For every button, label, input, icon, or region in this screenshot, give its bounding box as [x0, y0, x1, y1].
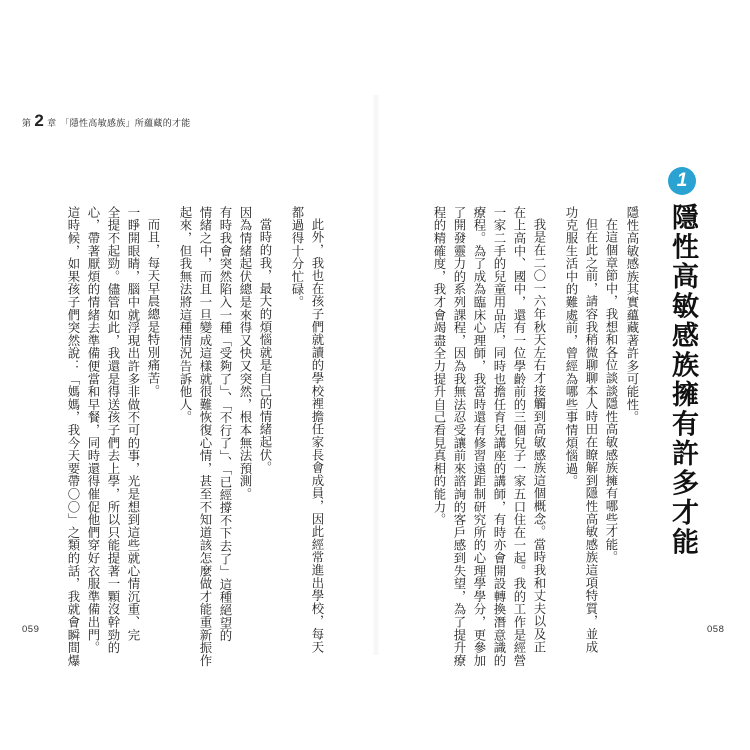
chapter-number: 2	[34, 111, 45, 130]
running-head	[22, 112, 191, 129]
body-line: 有時我會突然陷入一種「受夠了」、「不行了」、「已經撐不下去了」這種絕望的	[218, 206, 233, 642]
chapter-title: 「隱性高敏感族」所蘊藏的才能	[60, 119, 191, 129]
body-line: 因為情緒起伏總是來得又快又突然，根本無法預測。	[238, 206, 253, 501]
body-line: 一睜開眼睛，腦中就浮現出許多非做不可的事，光是想到這些就心情沉重、完	[126, 206, 141, 642]
body-line: 在這個章節中，我想和各位談談隱性高敏感族擁有哪些才能。	[604, 218, 619, 564]
body-line: 功克服生活中的難處前，曾經為哪些事情煩惱過。	[564, 206, 579, 488]
section-number-badge: 1	[668, 167, 696, 195]
page-number-left: 059	[22, 624, 40, 635]
body-line: 全提不起勁。儘管如此，我還是得送孩子們去上學，所以只能提著一顆沒幹勁的	[106, 206, 121, 654]
page-number-right: 058	[707, 624, 725, 635]
body-line: 此外，我也在孩子們就讀的學校裡擔任家長會成員，因此經常進出學校，每天	[310, 218, 325, 654]
body-line: 一家二手的兒童用品店，同時也擔任育兒講座的講師，有時亦會開設轉換潛意識的	[492, 206, 507, 667]
body-line: 情緒之中，而且一旦變成這樣就很難恢復心情，甚至不知道該怎麼做才能重新振作	[198, 206, 213, 667]
body-line: 心，帶著厭煩的情緒去準備便當和早餐，同時還得催促他們穿好衣服準備出門。	[86, 206, 101, 654]
chapter-suffix: 章	[47, 119, 57, 129]
book-gutter	[372, 95, 380, 655]
section-title: 隱性高敏感族擁有許多才能	[667, 203, 698, 557]
body-line: 這時候，如果孩子們突然說：「媽媽，我今天要帶〇〇」之類的話，我就會瞬間爆	[66, 206, 81, 667]
chapter-prefix: 第	[22, 119, 32, 129]
body-line: 我是在二〇一六年秋天左右才接觸到高敏感族這個概念。當時我和丈夫以及正	[532, 218, 547, 654]
body-line: 起來，但我無法將這種情況告訴他人。	[178, 206, 193, 424]
body-line: 程的精確度，我才會竭盡全力提升自己看見真相的能力。	[432, 206, 447, 526]
body-line: 在上高中、國中，還有一位學齡前的三個兒子一家五口住在一起。我的工作是經營	[512, 206, 527, 667]
body-line: 都過得十分忙碌。	[290, 206, 305, 309]
body-line: 了開發靈力的系列課程，因為我無法忍受讓前來諮詢的客戶感到失望，為了提升療	[452, 206, 467, 667]
body-line: 而且，每天早晨總是特別痛苦。	[146, 218, 161, 398]
body-line: 隱性高敏感族其實蘊藏著許多可能性。	[625, 206, 640, 424]
body-line: 當時的我，最大的煩惱就是自己的情緒起伏。	[258, 218, 273, 474]
body-line: 但在此之前，請容我稍微聊聊本人時田在瞭解到隱性高敏感族這項特質，並成	[584, 218, 599, 654]
body-line: 療程。為了成為臨床心理師，我當時還有修習遠距制研究所的心理學學分，更參加	[472, 206, 487, 667]
